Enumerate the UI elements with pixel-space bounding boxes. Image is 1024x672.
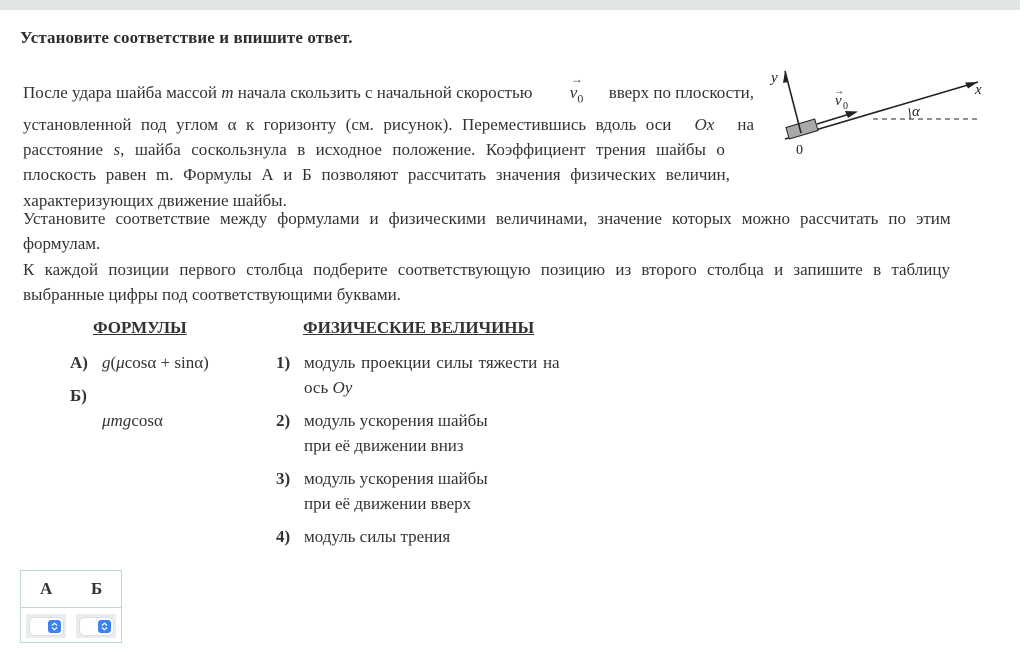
var-v: v <box>569 83 578 102</box>
quantities-header: ФИЗИЧЕСКИЕ ВЕЛИЧИНЫ <box>303 318 535 337</box>
quantity-4 <box>304 524 450 549</box>
velocity-symbol <box>569 72 584 112</box>
text: на <box>737 114 754 134</box>
text: установленной под углом α к горизонту (см. рисунок). Переместившись вдоль оси <box>23 114 672 134</box>
var-oy: Oy <box>332 378 353 397</box>
subscript: 0 <box>577 91 584 106</box>
vector-arrow-icon: → <box>570 72 583 86</box>
answer-table-header <box>21 571 121 608</box>
instruction-line: Установите соответствие между формулами и физическими величинами, значение которых можно рассчитать по этим <box>23 209 951 228</box>
formula-label-a: А) <box>70 353 88 372</box>
instruction-line: К каждой позиции первого столбца подберите соответствующую позицию из второго столбца и запишите в таблицу <box>23 260 950 279</box>
instruction-text-2 <box>23 257 995 308</box>
text: ось <box>304 378 333 397</box>
puck <box>786 119 818 139</box>
velocity-arrow-icon <box>845 111 858 118</box>
text: начала скользить с начальной скоростью <box>233 83 533 102</box>
angle-label: α <box>912 104 920 120</box>
formula-part: g <box>102 353 111 372</box>
quantity-label-1: 1) <box>276 353 291 372</box>
var-s: s <box>113 139 121 159</box>
answer-select-a[interactable] <box>30 618 63 635</box>
quantity-text: модуль ускорения шайбы <box>304 411 488 430</box>
quantity-label-4: 4) <box>276 527 291 546</box>
top-bar <box>0 0 1020 10</box>
answer-cell-a <box>26 614 66 638</box>
formula-part: μmg <box>102 411 132 430</box>
problem-line-2 <box>23 112 754 137</box>
velocity-subscript: 0 <box>843 101 848 112</box>
formula-b <box>102 408 163 433</box>
problem-line-4 <box>23 162 754 187</box>
quantity-label-3: 3) <box>276 469 291 488</box>
velocity-label: v <box>835 93 842 109</box>
formula-part: cosα + sinα) <box>124 353 209 372</box>
answer-cell-b <box>76 614 116 638</box>
quantity-3 <box>304 466 488 516</box>
quantity-1 <box>304 350 560 400</box>
answer-select-b[interactable] <box>80 618 113 635</box>
instruction-line: выбранные цифры под соответствующими буквами. <box>23 285 401 305</box>
origin-label: 0 <box>796 143 803 158</box>
formula-a <box>102 350 209 375</box>
formulas-header: ФОРМУЛЫ <box>93 318 187 337</box>
answer-column-b: Б <box>91 579 103 598</box>
problem-line-1 <box>23 72 754 112</box>
text: характеризующих движение шайбы. <box>23 190 287 210</box>
quantity-text: модуль ускорения шайбы <box>304 469 488 488</box>
instruction-text-1 <box>23 206 995 257</box>
quantity-label-2: 2) <box>276 411 291 430</box>
text: вверх по плоскости, <box>608 83 754 102</box>
task-title: Установите соответствие и впишите ответ. <box>20 28 353 47</box>
angle-arc <box>909 108 910 119</box>
formula-part: ( <box>110 353 117 372</box>
answer-column-a: А <box>40 579 53 598</box>
text: , шайба соскользнула в исходное положение. Коэффициент трения шайбы о <box>120 139 725 159</box>
text: плоскость равен m. Формулы А и Б позволяют рассчитать значения физических величин, <box>23 165 730 185</box>
select-chevron-icon[interactable] <box>48 620 61 633</box>
vector-arrow-icon: → <box>834 86 844 97</box>
answer-table <box>20 570 122 643</box>
quantity-text: модуль силы трения <box>304 527 451 546</box>
quantity-text <box>304 375 560 400</box>
problem-text <box>23 72 754 213</box>
instruction-line: формулам. <box>23 234 101 254</box>
var-ox: Ox <box>694 114 715 134</box>
quantity-2 <box>304 408 488 458</box>
select-chevron-icon[interactable] <box>98 620 111 633</box>
formula-part: μ <box>116 353 125 372</box>
axis-x-label: x <box>975 82 982 98</box>
var-m: m <box>221 83 234 102</box>
text: расстояние <box>23 139 114 159</box>
quantity-text: при её движении вниз <box>304 436 464 455</box>
inclined-plane-figure <box>765 62 995 162</box>
formula-label-b: Б) <box>70 386 87 405</box>
problem-line-3 <box>23 137 754 162</box>
quantity-text: при её движении вверх <box>304 494 472 513</box>
formula-part: cosα <box>131 411 163 430</box>
axis-y-label: y <box>771 70 778 86</box>
quantity-text: модуль проекции силы тяжести на <box>304 353 560 372</box>
text: После удара шайба массой <box>23 83 222 102</box>
